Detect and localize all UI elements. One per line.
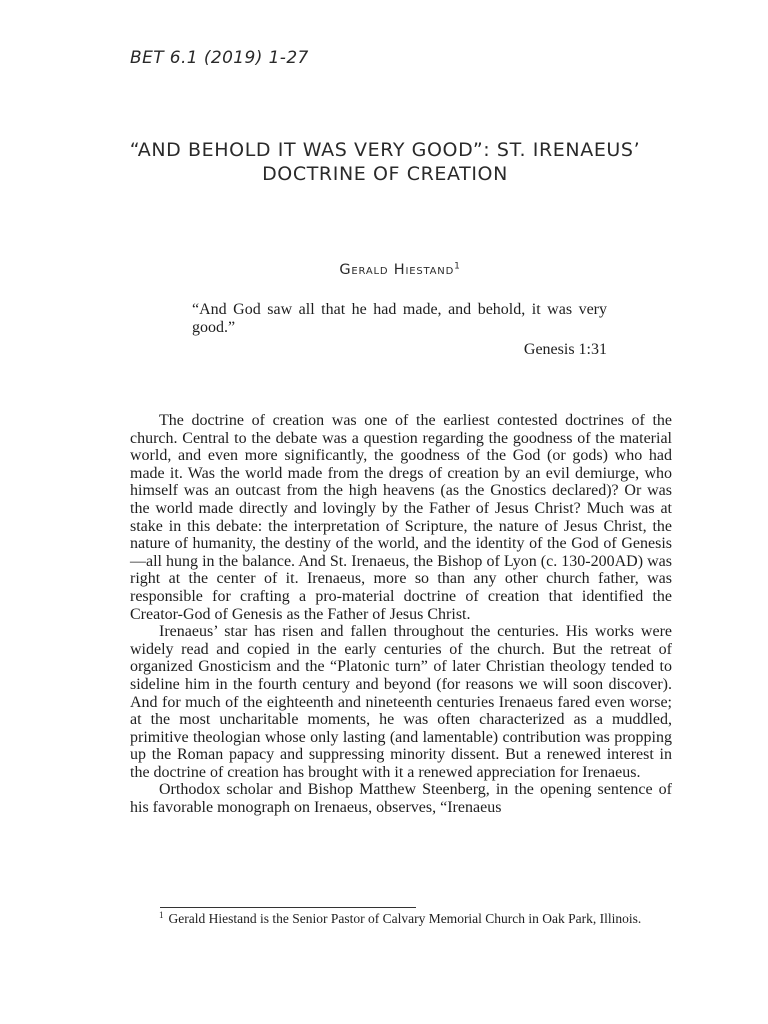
- body-paragraph: The doctrine of creation was one of the earliest contested doctrines of the church. Central to the debate was a question regarding the goodness of the material world, and even more significantly, the goodness of the God (or gods) who had made it. Was the world made from the dregs of creation by an evil demiurge, who himself was an outcast from the high heavens (as the Gnostics declared)? Or was the world made directly and lovingly by the Father of Jesus Christ? Much was at stake in this debate: the interpretation of Scripture, the nature of Jesus Christ, the nature of humanity, the destiny of the world, and the identity of the God of Genesis—all hung in the balance. And St. Irenaeus, the Bishop of Lyon (c. 130-200AD) was right at the center of it. Irenaeus, more so than any other church father, was responsible for crafting a pro-material doctrine of creation that identified the Creator-God of Genesis as the Father of Jesus Christ.: [130, 412, 672, 623]
- epigraph-quote: “And God saw all that he had made, and behold, it was very good.”: [192, 301, 607, 336]
- body-paragraph: Irenaeus’ star has risen and fallen throughout the centuries. His works were widely read and copied in the early centuries of the church. But the retreat of organized Gnosticism and the “Platonic turn” of later Christian theology tended to sideline him in the fourth century and beyond (for reasons we will soon discover). And for much of the eighteenth and nineteenth centuries Irenaeus fared even worse; at the most uncharitable moments, he was often characterized as a muddled, primitive theologian whose only lasting (and lamentable) contribution was propping up the Roman papacy and suppressing minority dissent. But a renewed interest in the doctrine of creation has brought with it a renewed appreciation for Irenaeus.: [130, 623, 672, 781]
- footnote-mark: 1: [159, 909, 164, 920]
- author-byline: [130, 262, 670, 278]
- article-body: [130, 412, 672, 817]
- author-name: Gerald Hiestand: [339, 262, 455, 278]
- article-title: [100, 138, 670, 186]
- journal-header: BET 6.1 (2019) 1-27: [130, 48, 309, 68]
- footnote-divider: [160, 907, 416, 908]
- epigraph-source: Genesis 1:31: [523, 341, 607, 358]
- epigraph: [192, 301, 607, 359]
- article-title-line-2: DOCTRINE OF CREATION: [262, 163, 508, 185]
- author-footnote-mark[interactable]: 1: [454, 261, 461, 272]
- body-paragraph: Orthodox scholar and Bishop Matthew Steenberg, in the opening sentence of his favorable monograph on Irenaeus, observes, “Irenaeus: [130, 781, 672, 817]
- footnote: [130, 911, 672, 927]
- footnote-text: Gerald Hiestand is the Senior Pastor of Calvary Memorial Church in Oak Park, Illinois.: [168, 911, 642, 926]
- article-title-line-1: “AND BEHOLD IT WAS VERY GOOD”: ST. IRENAEUS’: [129, 139, 641, 161]
